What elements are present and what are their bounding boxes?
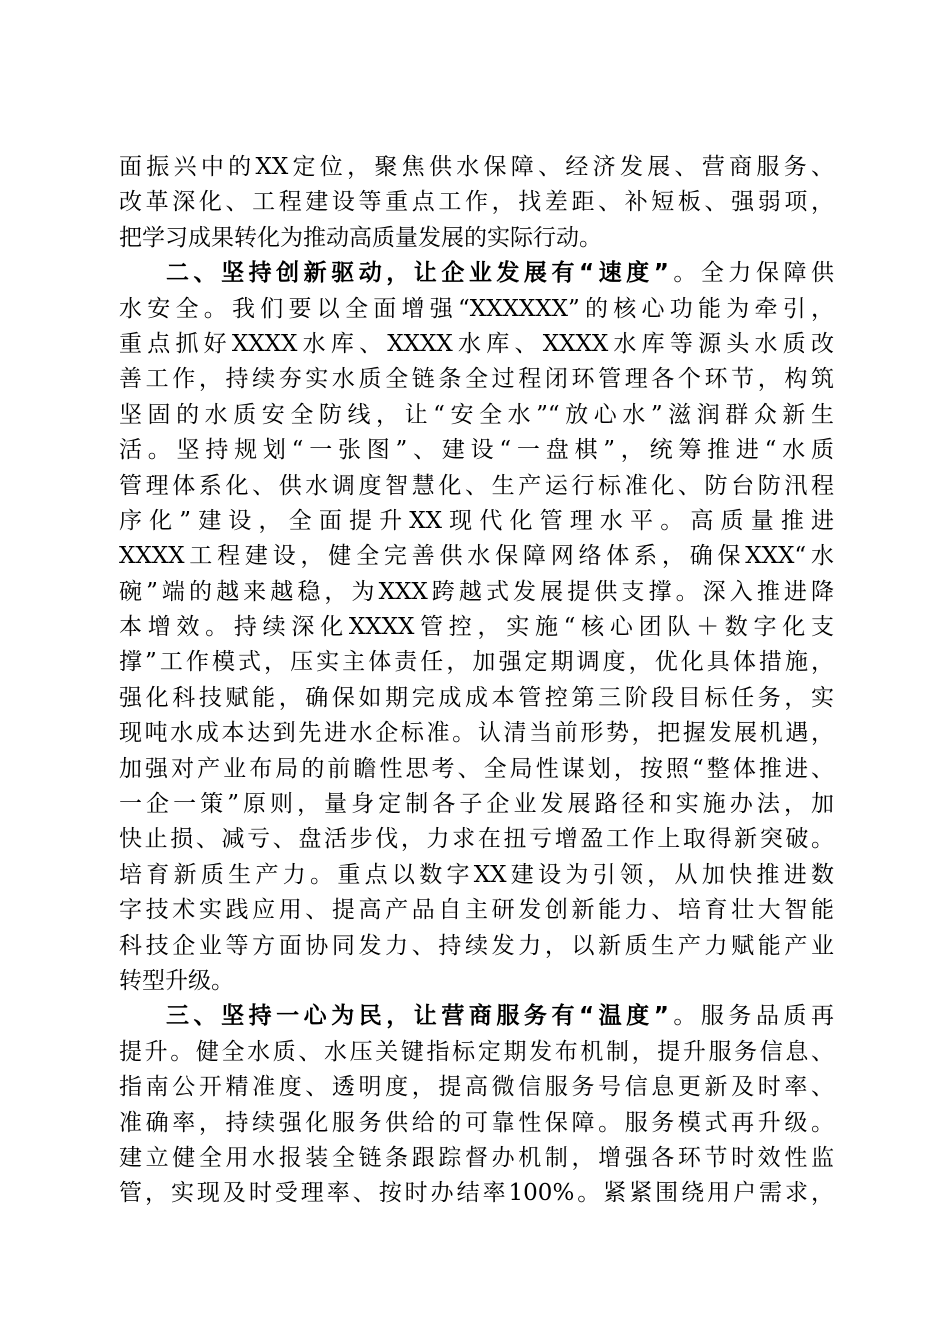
text-line: 字技术实践应用、提高产品自主研发创新能力、培育壮大智能 — [119, 897, 834, 924]
text-line: 管，实现及时受理率、按时办结率100%。紧紧围绕用户需求， — [119, 1180, 834, 1207]
text-line: 改革深化、工程建设等重点工作，找差距、补短板、强弱项， — [119, 189, 834, 216]
text-line: 科技企业等方面协同发力、持续发力，以新质生产力赋能产业 — [119, 932, 834, 959]
section-heading-line — [119, 999, 834, 1034]
document-body — [119, 150, 834, 1212]
text-line: 转型升级。 — [119, 967, 234, 994]
text-line: 一企一策”原则，量身定制各子企业发展路径和实施办法，加 — [119, 791, 834, 818]
text-line: 活。坚持规划“一张图”、建设“一盘棋”，统筹推进“水质 — [119, 437, 834, 464]
text-line: 坚固的水质安全防线，让“安全水”“放心水”滋润群众新生 — [119, 401, 834, 428]
text-line: 快止损、减亏、盘活步伐，力求在扭亏增盈工作上取得新突破。 — [119, 826, 834, 853]
text-line: 重点抓好XXXX水库、XXXX水库、XXXX水库等源头水质改 — [119, 330, 834, 357]
text-line: 提升。健全水质、水压关键指标定期发布机制，提升服务信息、 — [119, 1038, 834, 1065]
text-line: 序化”建设，全面提升XX现代化管理水平。高质量推进 — [119, 507, 834, 534]
text-line: 建立健全用水报装全链条跟踪督办机制，增强各环节时效性监 — [119, 1144, 834, 1171]
text-line: 善工作，持续夯实水质全链条全过程闭环管理各个环节，构筑 — [119, 366, 834, 393]
text-line: 准确率，持续强化服务供给的可靠性保障。服务模式再升级。 — [119, 1109, 834, 1136]
text-line: 强化科技赋能，确保如期完成成本管控第三阶段目标任务，实 — [119, 684, 834, 711]
section-heading-line — [119, 256, 834, 291]
text-line: 水安全。我们要以全面增强“XXXXXX”的核心功能为牵引， — [119, 295, 834, 322]
section-heading: 三、坚持一心为民，让营商服务有“温度” — [166, 1003, 669, 1030]
text-line: 指南公开精准度、透明度，提高微信服务号信息更新及时率、 — [119, 1074, 834, 1101]
text-run: 。服务品质再 — [668, 1003, 834, 1030]
text-line: 面振兴中的XX定位，聚焦供水保障、经济发展、营商服务、 — [119, 154, 834, 180]
text-line: 加强对产业布局的前瞻性思考、全局性谋划，按照“整体推进、 — [119, 755, 834, 782]
text-run: 。全力保障供 — [668, 260, 834, 287]
text-line: 现吨水成本达到先进水企标准。认清当前形势，把握发展机遇， — [119, 720, 834, 747]
text-line: 碗”端的越来越稳，为XXX跨越式发展提供支撑。深入推进降 — [119, 578, 834, 605]
text-line: XXXX工程建设，健全完善供水保障网络体系，确保XXX“水 — [119, 543, 834, 570]
text-line: 本增效。持续深化XXXX管控，实施“核心团队＋数字化支 — [119, 614, 834, 641]
text-line: 管理体系化、供水调度智慧化、生产运行标准化、防台防汛程 — [119, 472, 834, 499]
text-line: 培育新质生产力。重点以数字XX建设为引领，从加快推进数 — [119, 861, 834, 888]
text-line: 把学习成果转化为推动高质量发展的实际行动。 — [119, 224, 602, 251]
section-heading: 二、坚持创新驱动，让企业发展有“速度” — [166, 260, 669, 287]
text-line: 撑”工作模式，压实主体责任，加强定期调度，优化具体措施， — [119, 649, 834, 676]
